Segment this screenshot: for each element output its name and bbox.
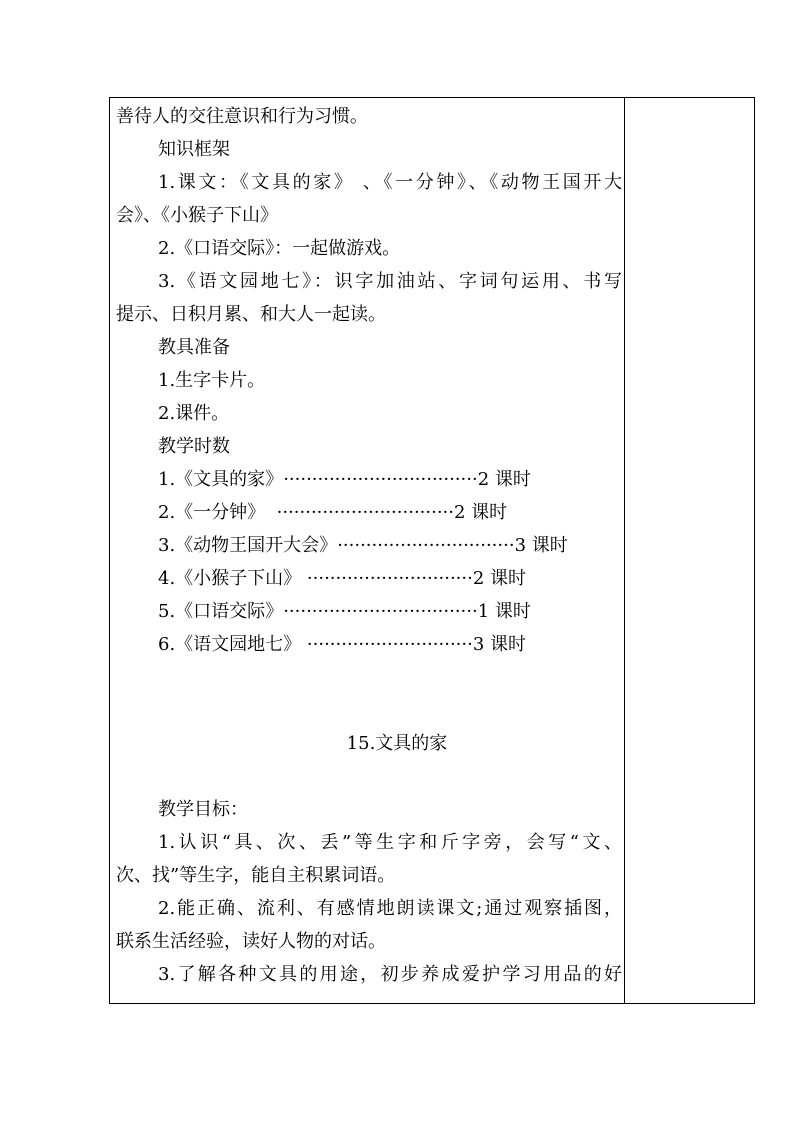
text-line: 1.认识“具、次、丢”等生字和斤字旁，会写“文、 <box>158 832 622 853</box>
schedule-row <box>116 463 622 496</box>
spacer <box>116 760 622 793</box>
schedule-title: 5.《口语交际》 <box>158 601 284 622</box>
text-line: 2.能正确、流利、有感情地朗读课文;通过观察插图， <box>158 898 622 919</box>
schedule-period: 2 课时 <box>454 502 508 523</box>
schedule-row <box>116 628 622 661</box>
spacer <box>116 661 622 727</box>
text-line: 联系生活经验，读好人物的对话。 <box>116 931 386 952</box>
schedule-row <box>116 562 622 595</box>
schedule-leader-dots: ·································· <box>283 469 478 490</box>
schedule-period: 2 课时 <box>477 469 531 490</box>
text-line: 1.课文：《文具的家》 、《一分钟》、《动物王国开大 <box>158 172 622 193</box>
text-line: 提示、日积月累、和大人一起读。 <box>116 304 386 325</box>
schedule-title: 2.《一分钟》 <box>158 502 277 523</box>
text-line: 2.课件。 <box>158 403 230 424</box>
schedule-title: 1.《文具的家》 <box>158 469 284 490</box>
schedule-leader-dots: ····························· <box>306 634 473 655</box>
schedule-title: 3.《动物王国开大会》 <box>158 535 338 556</box>
text-line: 3.了解各种文具的用途，初步养成爱护学习用品的好 <box>158 964 622 985</box>
lesson-title: 15.文具的家 <box>346 733 448 754</box>
text-line: 2.《口语交际》：一起做游戏。 <box>158 238 401 259</box>
bottom-section <box>116 793 622 991</box>
schedule-title: 6.《语文园地七》 <box>158 634 307 655</box>
schedule-list <box>116 463 622 661</box>
schedule-leader-dots: ······························· <box>276 502 454 523</box>
schedule-title: 4.《小猴子下山》 <box>158 568 307 589</box>
text-line: 教学时数 <box>158 436 230 457</box>
text-line: 教学目标： <box>158 799 248 820</box>
schedule-period: 3 课时 <box>514 535 568 556</box>
column-divider <box>624 97 625 1004</box>
schedule-leader-dots: ····························· <box>306 568 473 589</box>
text-line: 知识框架 <box>158 139 230 160</box>
schedule-leader-dots: ······························· <box>337 535 515 556</box>
schedule-leader-dots: ·································· <box>283 601 478 622</box>
text-line: 会》、《小猴子下山》 <box>116 205 278 226</box>
main-cell <box>116 100 622 991</box>
text-line: 善待人的交往意识和行为习惯。 <box>116 106 368 127</box>
schedule-period: 3 课时 <box>472 634 527 655</box>
schedule-row <box>116 496 622 529</box>
schedule-period: 1 课时 <box>477 601 531 622</box>
schedule-row <box>116 595 622 628</box>
text-line: 教具准备 <box>158 337 230 358</box>
text-line: 1.生字卡片。 <box>158 370 266 391</box>
schedule-row <box>116 529 622 562</box>
text-line: 3.《语文园地七》：识字加油站、字词句运用、书写 <box>158 271 622 292</box>
schedule-period: 2 课时 <box>472 568 527 589</box>
text-line: 次、找”等生字，能自主积累词语。 <box>116 865 396 886</box>
top-section <box>116 100 622 463</box>
